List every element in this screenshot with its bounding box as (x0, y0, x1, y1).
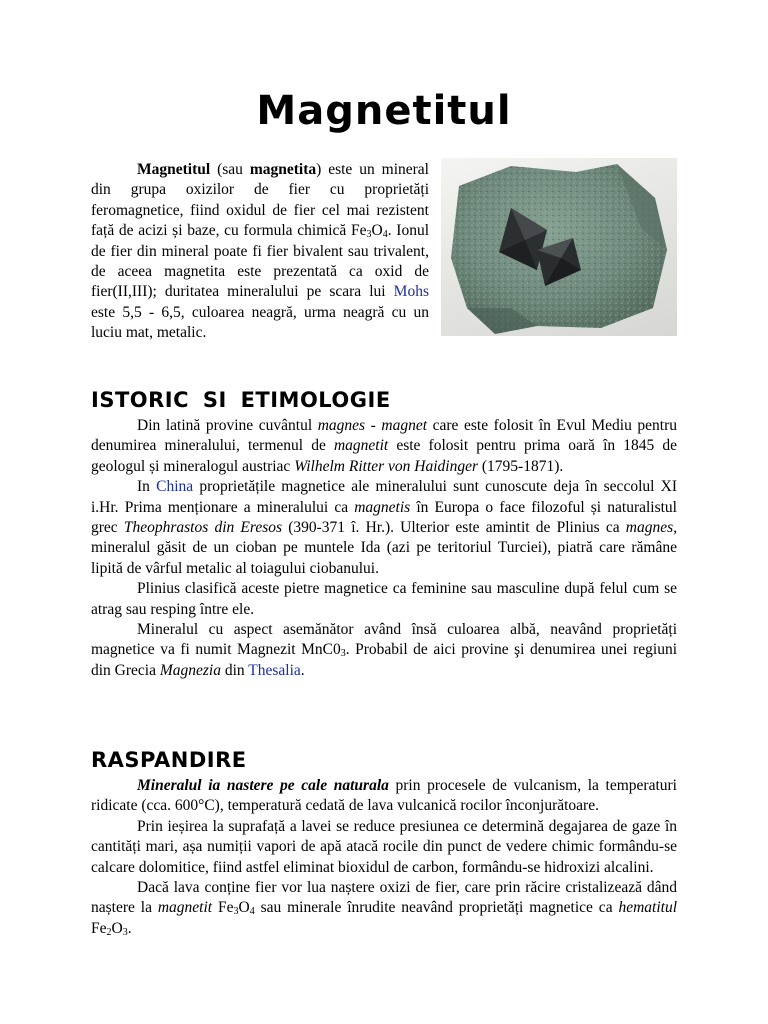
term-magnetitul: Magnetitul (137, 161, 211, 178)
section-istoric-body (91, 416, 677, 681)
magnetite-photo (441, 158, 677, 336)
section-heading-istoric: ISTORIC SI ETIMOLOGIE (91, 388, 391, 412)
link-mohs[interactable]: Mohs (393, 283, 429, 301)
link-thesalia[interactable]: Thesalia (248, 661, 301, 679)
raspandire-paragraph-2: Prin ieșirea la suprafață a lavei se reduce presiunea ce determină degajarea de gaze în cantități mari, așa numiții vapori de apă atacă rocile din punct de vedere chimic formându-se calcare dolomitice, fiind astfel eliminat bioxidul de carbon, formându-se hidroxizi alcalini. (91, 817, 677, 876)
section-heading-raspandire: RASPANDIRE (91, 748, 247, 772)
magnetite-rock-image (441, 158, 677, 336)
raspandire-paragraph-1: Mineralul ia nastere pe cale naturala prin procesele de vulcanism, la temperaturi ridicate (cca. 600°C), temperatură cedată de lava vulcanică rocilor înconjurătoare. (91, 777, 677, 815)
istoric-paragraph-2: In China proprietățile magnetice ale mineralului sunt cunoscute deja în seccolul XI i.Hr. Prima menționare a mineralului ca magnetis în Europa o face filozoful și naturalistul grec Theophrastos din Eresos (390-371 î. Hr.). Ulterior este amintit de Plinius ca magnes, mineralul găsit de un cioban pe muntele Ida (azi pe teritoriul Turciei), piatră care rămâne lipită de vârful metalic al toiagului ciobanului. (91, 478, 678, 577)
intro-paragraph: Magnetitul (sau magnetita) este un mineral din grupa oxizilor de fier cu proprietăți feromagnetice, fiind oxidul de fier cel mai rezistent față de acizi și baze, cu formula chimică $Fe_3O_4$. Ionul de fier din mineral poate fi fier bivalent sau trivalent, de aceea magnetita este prezentată ca oxid de fier(II,III); duritatea mineralului pe scara lui Mohs este 5,5 - 6,5, culoarea neagră, urma neagră cu un luciu mat, metalic. (91, 161, 430, 342)
istoric-paragraph-1: Din latină provine cuvântul magnes - magnet care este folosit în Evul Mediu pentru denumirea mineralului, termenul de magnetit este folosit pentru prima oară în 1845 de geologul și mineralogul austriac Wilhelm Ritter von Haidinger (1795-1871). (91, 417, 677, 475)
raspandire-paragraph-3: Dacă lava conține fier vor lua naștere oxizi de fier, care prin răcire cristalizează dând naștere la magnetit $Fe_3O_4$ sau minerale înrudite neavând proprietăți magnetice ca hematitul $Fe_2O_3$. (91, 879, 678, 938)
istoric-paragraph-4: Mineralul cu aspect asemănător având însă culoarea albă, neavând proprietăți magnetice va fi numit Magnezit $MnC0_3$. Probabil de aici provine şi denumirea unei regiuni din Grecia Magnezia din Thesalia. (91, 621, 678, 679)
page-title: Magnetitul (256, 88, 512, 134)
istoric-paragraph-3: Plinius clasifică aceste pietre magnetice ca feminine sau masculine după felul cum se atrag sau resping între ele. (91, 580, 677, 618)
link-china[interactable]: China (156, 478, 194, 496)
section-raspandire-body (91, 776, 677, 939)
term-magnetita: magnetita (249, 161, 317, 178)
